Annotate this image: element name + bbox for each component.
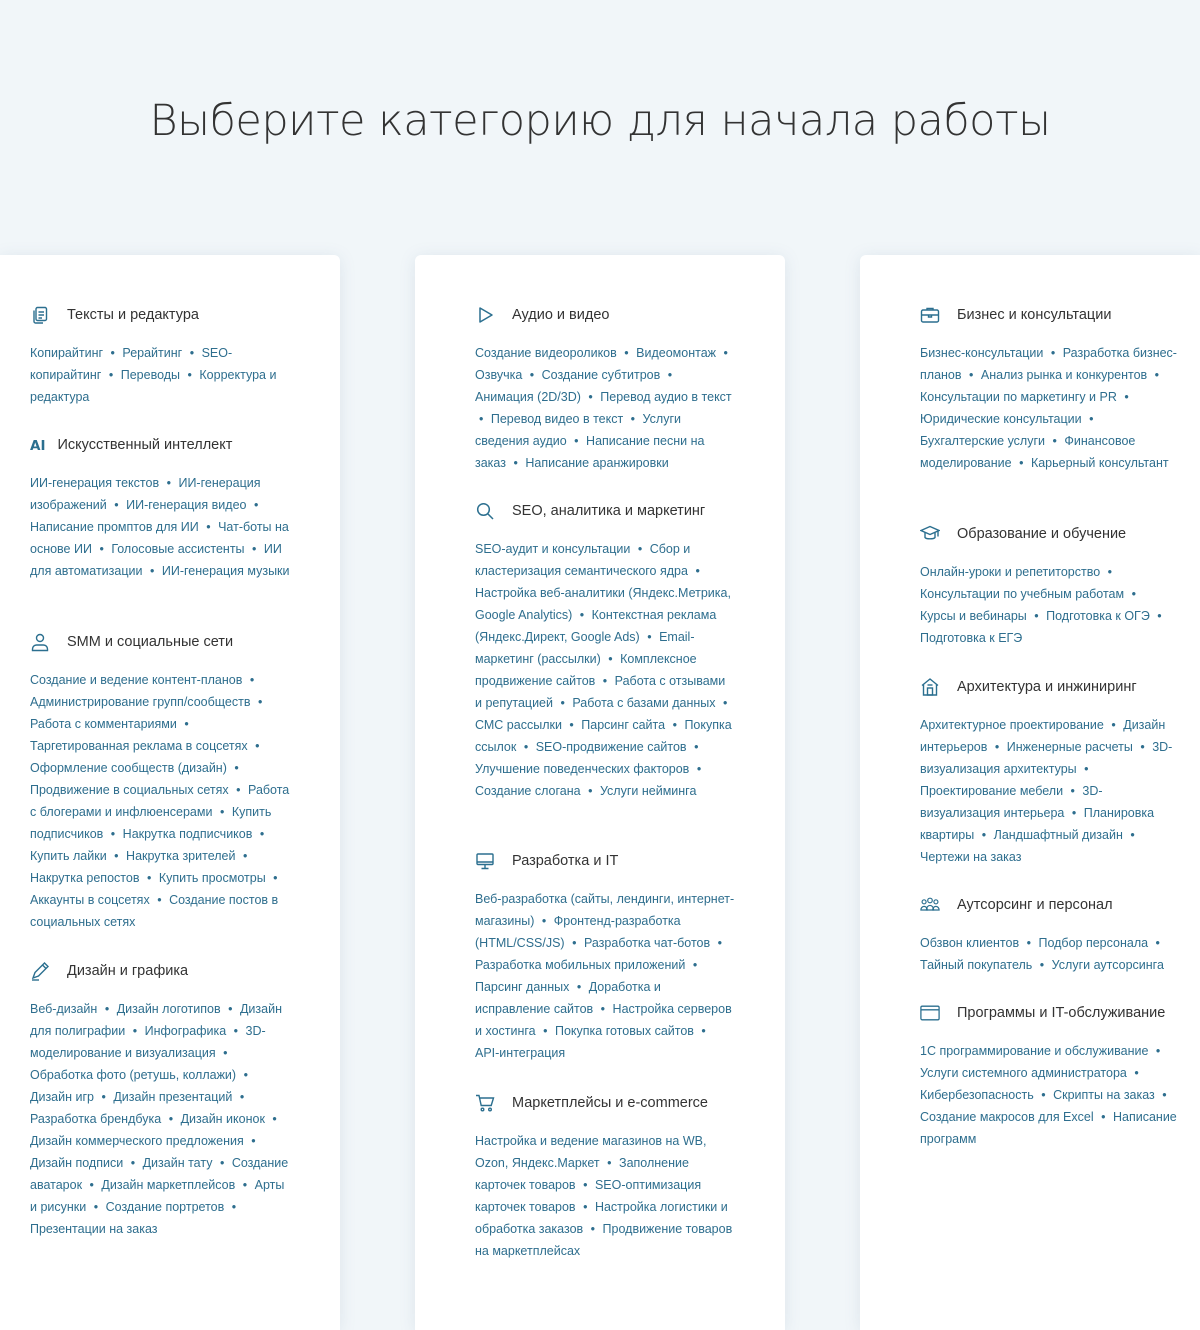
page-title: Выберите категорию для начала работы: [149, 96, 1051, 146]
service-link[interactable]: Контекстная реклама (Яндекс.Директ, Google Ads): [475, 608, 717, 644]
category-links: [475, 538, 735, 802]
link-separator: •: [1089, 412, 1094, 426]
category-header[interactable]: [475, 1093, 735, 1113]
service-link[interactable]: Разработка мобильных приложений: [475, 958, 686, 972]
link-separator: •: [560, 696, 565, 710]
service-link[interactable]: Настройка логистики и обработка заказов: [475, 1200, 728, 1236]
service-link[interactable]: Архитектурное проектирование: [920, 718, 1104, 732]
link-separator: •: [1130, 828, 1135, 842]
link-separator: •: [600, 1002, 606, 1016]
link-separator: •: [692, 958, 698, 972]
link-separator: •: [1107, 565, 1113, 579]
link-separator: •: [479, 412, 484, 426]
link-separator: •: [608, 652, 613, 666]
service-link[interactable]: Администрирование групп/сообществ: [30, 695, 251, 709]
link-separator: •: [114, 849, 119, 863]
service-link[interactable]: Дизайн тату: [142, 1156, 213, 1170]
link-separator: •: [1019, 456, 1024, 470]
link-separator: •: [583, 1178, 588, 1192]
service-link[interactable]: Бизнес-консультации: [920, 346, 1044, 360]
link-separator: •: [529, 368, 535, 382]
link-separator: •: [541, 914, 547, 928]
service-link[interactable]: Услуги сведения аудио: [475, 412, 681, 448]
category-outsourcing: [920, 895, 1178, 976]
link-separator: •: [1052, 434, 1057, 448]
service-link[interactable]: Написание промптов для ИИ: [30, 520, 199, 534]
category-links: [920, 342, 1178, 474]
link-separator: •: [1140, 740, 1145, 754]
link-separator: •: [572, 936, 577, 950]
service-link[interactable]: Email-маркетинг (рассылки): [475, 630, 695, 666]
category-column-3: [860, 255, 1200, 1330]
category-title[interactable]: Бизнес и консультации: [957, 306, 1112, 323]
service-link[interactable]: Дизайн маркетплейсов: [101, 1178, 236, 1192]
link-separator: •: [543, 1024, 548, 1038]
category-title[interactable]: Программы и IT-обслуживание: [957, 1004, 1166, 1021]
link-separator: •: [219, 1156, 225, 1170]
category-title[interactable]: Образование и обучение: [957, 525, 1127, 542]
service-link[interactable]: ИИ-генерация музыки: [161, 564, 290, 578]
category-header[interactable]: [475, 851, 735, 871]
category-development: [475, 851, 735, 1064]
link-separator: •: [108, 368, 114, 382]
link-separator: •: [583, 1200, 588, 1214]
service-link[interactable]: Улучшение поведенческих факторов: [475, 762, 690, 776]
service-link[interactable]: Покупка готовых сайтов: [554, 1024, 694, 1038]
service-link[interactable]: Создание аватарок: [30, 1156, 289, 1192]
service-link[interactable]: 3D-визуализация архитектуры: [920, 740, 1173, 776]
cart-icon: [475, 1093, 495, 1113]
service-link[interactable]: Работа с отзывами и репутацией: [475, 674, 726, 710]
link-separator: •: [146, 871, 152, 885]
link-separator: •: [637, 542, 643, 556]
user-icon: [30, 632, 50, 652]
link-separator: •: [1041, 1088, 1046, 1102]
service-link[interactable]: Бухгалтерские услуги: [920, 434, 1046, 448]
link-separator: •: [694, 740, 699, 754]
link-separator: •: [242, 849, 248, 863]
category-title[interactable]: SMM и социальные сети: [67, 633, 234, 650]
link-separator: •: [93, 1200, 99, 1214]
service-link[interactable]: Дизайн коммерческого предложения: [30, 1134, 244, 1148]
link-separator: •: [239, 1090, 245, 1104]
service-link[interactable]: Фронтенд-разработка (HTML/CSS/JS): [475, 914, 681, 950]
link-separator: •: [969, 368, 974, 382]
link-separator: •: [1034, 609, 1039, 623]
service-link[interactable]: Разработка бизнес-планов: [920, 346, 1177, 382]
service-link[interactable]: Таргетированная реклама в соцсетях: [30, 739, 248, 753]
service-link[interactable]: Создание постов в социальных сетях: [30, 893, 279, 929]
service-link[interactable]: Настройка серверов и хостинга: [475, 1002, 732, 1038]
link-separator: •: [231, 1200, 237, 1214]
service-link[interactable]: Веб-дизайн: [30, 1002, 98, 1016]
service-link[interactable]: Обработка фото (ретушь, коллажи): [30, 1068, 237, 1082]
category-links: [30, 342, 290, 408]
service-link[interactable]: Покупка ссылок: [475, 718, 732, 754]
service-link[interactable]: Скрипты на заказ: [1053, 1088, 1155, 1102]
service-link[interactable]: Парсинг данных: [475, 980, 570, 994]
document-copy-icon: [30, 305, 50, 325]
category-audio-video: [475, 305, 735, 474]
link-separator: •: [588, 784, 593, 798]
service-link[interactable]: Перевод видео в текст: [490, 412, 624, 426]
category-links: [920, 714, 1178, 868]
link-separator: •: [1071, 806, 1077, 820]
service-link[interactable]: Инженерные расчеты: [1006, 740, 1133, 754]
service-link[interactable]: ИИ для автоматизации: [30, 542, 282, 578]
service-link[interactable]: Консультации по учебным работам: [920, 587, 1125, 601]
service-link[interactable]: Дизайн иконок: [180, 1112, 265, 1126]
category-links: [30, 998, 292, 1240]
category-links: [920, 561, 1170, 649]
service-link[interactable]: Доработка и исправление сайтов: [475, 980, 661, 1016]
service-link[interactable]: ИИ-генерация видео: [126, 498, 247, 512]
category-smm: [30, 632, 290, 933]
briefcase-icon: [920, 305, 940, 325]
link-separator: •: [1084, 762, 1089, 776]
link-separator: •: [236, 783, 241, 797]
category-links: [920, 1040, 1178, 1150]
service-link[interactable]: Обзвон клиентов: [920, 936, 1020, 950]
service-link[interactable]: Разработка брендбука: [30, 1112, 162, 1126]
link-separator: •: [157, 893, 162, 907]
service-link[interactable]: ИИ-генерация текстов: [30, 476, 160, 490]
category-header[interactable]: [30, 436, 290, 455]
service-link[interactable]: Юридические консультации: [920, 412, 1082, 426]
link-separator: •: [89, 1178, 94, 1192]
link-separator: •: [273, 871, 278, 885]
service-link[interactable]: 1С программирование и обслуживание: [920, 1044, 1149, 1058]
service-link[interactable]: 3D-моделирование и визуализация: [30, 1024, 266, 1060]
category-header[interactable]: [920, 1003, 1178, 1023]
link-separator: •: [242, 1178, 248, 1192]
link-separator: •: [132, 1024, 138, 1038]
service-link[interactable]: Инфографика: [144, 1024, 227, 1038]
category-header[interactable]: [920, 305, 1178, 325]
link-separator: •: [149, 564, 155, 578]
category-links: [475, 1130, 735, 1262]
service-link[interactable]: Написание аранжировки: [525, 456, 669, 470]
monitor-icon: [475, 851, 495, 871]
service-link[interactable]: Услуги аутсорсинга: [1051, 958, 1164, 972]
service-link[interactable]: Оформление сообществ (дизайн): [30, 761, 227, 775]
link-separator: •: [1101, 1110, 1106, 1124]
service-link[interactable]: Арты и рисунки: [30, 1178, 285, 1214]
category-title[interactable]: Тексты и редактура: [67, 306, 199, 323]
service-link[interactable]: Купить просмотры: [158, 871, 266, 885]
service-link[interactable]: Аккаунты в соцсетях: [30, 893, 150, 907]
link-separator: •: [1026, 936, 1031, 950]
link-separator: •: [576, 980, 582, 994]
service-link[interactable]: Разработка чат-ботов: [583, 936, 711, 950]
link-separator: •: [187, 368, 192, 382]
service-link[interactable]: СМС рассылки: [475, 718, 562, 732]
service-link[interactable]: Анимация (2D/3D): [475, 390, 581, 404]
category-title[interactable]: Архитектура и инжиниринг: [957, 678, 1137, 695]
service-link[interactable]: SEO-аудит и консультации: [475, 542, 631, 556]
link-separator: •: [99, 542, 104, 556]
link-separator: •: [1154, 368, 1160, 382]
service-link[interactable]: Услуги системного администратора: [920, 1066, 1127, 1080]
link-separator: •: [252, 542, 257, 556]
service-link[interactable]: Анализ рынка и конкурентов: [980, 368, 1148, 382]
service-link[interactable]: Чертежи на заказ: [920, 850, 1022, 864]
category-links: [475, 888, 735, 1064]
link-separator: •: [994, 740, 1000, 754]
link-separator: •: [579, 608, 585, 622]
category-links: [475, 342, 735, 474]
link-separator: •: [259, 827, 265, 841]
service-link[interactable]: Дизайн для полиграфии: [30, 1002, 282, 1038]
link-separator: •: [243, 1068, 248, 1082]
service-link[interactable]: Создание слогана: [475, 784, 581, 798]
category-header[interactable]: [30, 961, 292, 981]
service-link[interactable]: 3D-визуализация интерьера: [920, 784, 1103, 820]
service-link[interactable]: Написание песни на заказ: [475, 434, 705, 470]
link-separator: •: [672, 718, 677, 732]
service-link[interactable]: Работа с блогерами и инфлюенсерами: [30, 783, 290, 819]
service-link[interactable]: Дизайн логотипов: [116, 1002, 221, 1016]
link-separator: •: [219, 805, 225, 819]
link-separator: •: [114, 498, 119, 512]
service-link[interactable]: Накрутка репостов: [30, 871, 140, 885]
link-separator: •: [647, 630, 652, 644]
category-header[interactable]: [30, 305, 290, 325]
link-separator: •: [607, 1156, 612, 1170]
category-title[interactable]: Аудио и видео: [512, 306, 610, 323]
service-link[interactable]: Создание субтитров: [541, 368, 661, 382]
service-link[interactable]: Голосовые ассистенты: [111, 542, 245, 556]
service-link[interactable]: Карьерный консультант: [1030, 456, 1169, 470]
link-separator: •: [1155, 1044, 1161, 1058]
category-links: [30, 472, 290, 582]
service-link[interactable]: Планировка квартиры: [920, 806, 1155, 842]
link-separator: •: [590, 1222, 596, 1236]
service-link[interactable]: Купить лайки: [30, 849, 107, 863]
service-link[interactable]: Создание и ведение контент-планов: [30, 673, 243, 687]
people-group-icon: [920, 895, 940, 915]
service-link[interactable]: Проектирование мебели: [920, 784, 1064, 798]
service-link[interactable]: Финансовое моделирование: [920, 434, 1136, 470]
service-link[interactable]: Корректура и редактура: [30, 368, 277, 404]
link-separator: •: [233, 1024, 239, 1038]
link-separator: •: [701, 1024, 706, 1038]
link-separator: •: [569, 718, 574, 732]
category-title[interactable]: Аутсорсинг и персонал: [957, 896, 1113, 913]
category-header[interactable]: [30, 632, 290, 652]
service-link[interactable]: Работа с комментариями: [30, 717, 177, 731]
category-column-1: [0, 255, 340, 1330]
service-link[interactable]: Тайный покупатель: [920, 958, 1033, 972]
service-link[interactable]: Накрутка зрителей: [126, 849, 236, 863]
category-header[interactable]: [475, 305, 735, 325]
graduation-cap-icon: [920, 524, 940, 544]
ai-icon: AI: [30, 437, 46, 454]
link-separator: •: [723, 696, 728, 710]
link-separator: •: [630, 412, 636, 426]
browser-window-icon: [920, 1003, 940, 1023]
link-separator: •: [184, 717, 189, 731]
service-link[interactable]: Создание макросов для Excel: [920, 1110, 1094, 1124]
category-business: [920, 305, 1178, 474]
category-design: [30, 961, 292, 1240]
service-link[interactable]: API-интеграция: [475, 1046, 566, 1060]
service-link[interactable]: Консультации по маркетингу и PR: [920, 390, 1117, 404]
link-separator: •: [130, 1156, 136, 1170]
pen-icon: [30, 961, 50, 981]
service-link[interactable]: Подготовка к ЕГЭ: [920, 631, 1023, 645]
link-separator: •: [523, 740, 529, 754]
service-link[interactable]: Создание портретов: [105, 1200, 225, 1214]
link-separator: •: [1157, 609, 1162, 623]
service-link[interactable]: Озвучка: [475, 368, 523, 382]
category-education: [920, 524, 1170, 649]
link-separator: •: [234, 761, 239, 775]
service-link[interactable]: Настройка и ведение магазинов на WB, Ozon, Яндекс.Маркет: [475, 1134, 707, 1170]
link-separator: •: [166, 476, 171, 490]
play-icon: [475, 305, 495, 325]
category-title[interactable]: Разработка и IT: [512, 852, 619, 869]
service-link[interactable]: Работа с базами данных: [572, 696, 716, 710]
link-separator: •: [110, 346, 115, 360]
category-architecture: [920, 677, 1178, 868]
link-separator: •: [1111, 718, 1116, 732]
link-separator: •: [624, 346, 629, 360]
category-title[interactable]: Дизайн и графика: [67, 962, 189, 979]
service-link[interactable]: Ландшафтный дизайн: [993, 828, 1123, 842]
category-header[interactable]: [475, 501, 735, 521]
service-link[interactable]: Кибербезопасность: [920, 1088, 1034, 1102]
service-link[interactable]: Купить подписчиков: [30, 805, 272, 841]
link-separator: •: [253, 498, 259, 512]
category-title[interactable]: Искусственный интеллект: [57, 437, 233, 453]
link-separator: •: [228, 1002, 233, 1016]
service-link[interactable]: ИИ-генерация изображений: [30, 476, 261, 512]
service-link[interactable]: Дизайн игр: [30, 1090, 94, 1104]
link-separator: •: [717, 936, 723, 950]
category-seo-marketing: [475, 501, 735, 802]
category-header[interactable]: [920, 677, 1178, 697]
category-links: [30, 669, 290, 933]
service-link[interactable]: Подбор персонала: [1038, 936, 1149, 950]
link-separator: •: [696, 762, 702, 776]
link-separator: •: [189, 346, 195, 360]
service-link[interactable]: Веб-разработка (сайты, лендинги, интернет-магазины): [475, 892, 735, 928]
link-separator: •: [1124, 390, 1129, 404]
category-ai: [30, 436, 290, 582]
link-separator: •: [513, 456, 518, 470]
link-separator: •: [1155, 936, 1160, 950]
category-links: [920, 932, 1178, 976]
service-link[interactable]: Онлайн-уроки и репетиторство: [920, 565, 1101, 579]
link-separator: •: [255, 739, 260, 753]
category-software-it: [920, 1003, 1178, 1150]
link-separator: •: [981, 828, 987, 842]
link-separator: •: [1162, 1088, 1167, 1102]
link-separator: •: [223, 1046, 228, 1060]
link-separator: •: [588, 390, 593, 404]
link-separator: •: [723, 346, 728, 360]
service-link[interactable]: Продвижение в социальных сетях: [30, 783, 229, 797]
service-link[interactable]: Видеомонтаж: [636, 346, 717, 360]
link-separator: •: [574, 434, 579, 448]
service-link[interactable]: SEO-копирайтинг: [30, 346, 233, 382]
service-link[interactable]: Курсы и вебинары: [920, 609, 1027, 623]
link-separator: •: [110, 827, 116, 841]
service-link[interactable]: Накрутка подписчиков: [122, 827, 253, 841]
category-title[interactable]: Маркетплейсы и e-commerce: [512, 1094, 708, 1111]
service-link[interactable]: Дизайн презентаций: [113, 1090, 233, 1104]
link-separator: •: [257, 695, 263, 709]
service-link[interactable]: Перевод аудио в текст: [600, 390, 732, 404]
service-link[interactable]: SEO-продвижение сайтов: [535, 740, 687, 754]
link-separator: •: [1070, 784, 1075, 798]
link-separator: •: [249, 673, 255, 687]
service-link[interactable]: SEO-оптимизация карточек товаров: [475, 1178, 702, 1214]
service-link[interactable]: Рерайтинг: [122, 346, 183, 360]
link-separator: •: [1039, 958, 1045, 972]
service-link[interactable]: Чат-боты на основе ИИ: [30, 520, 289, 556]
service-link[interactable]: Дизайн подписи: [30, 1156, 124, 1170]
service-link[interactable]: Настройка веб-аналитики (Яндекс.Метрика, Google Analytics): [475, 586, 731, 622]
link-separator: •: [695, 564, 700, 578]
service-link[interactable]: Парсинг сайта: [581, 718, 666, 732]
search-icon: [475, 501, 495, 521]
link-separator: •: [206, 520, 211, 534]
service-link[interactable]: Подготовка к ОГЭ: [1046, 609, 1150, 623]
service-link[interactable]: Презентации на заказ: [30, 1222, 158, 1236]
link-separator: •: [101, 1090, 106, 1104]
link-separator: •: [667, 368, 673, 382]
service-link[interactable]: Написание программ: [920, 1110, 1177, 1146]
service-link[interactable]: Комплексное продвижение сайтов: [475, 652, 697, 688]
category-title[interactable]: SEO, аналитика и маркетинг: [512, 502, 706, 519]
category-header[interactable]: [920, 895, 1178, 915]
link-separator: •: [602, 674, 608, 688]
service-link[interactable]: Продвижение товаров на маркетплейсах: [475, 1222, 733, 1258]
service-link[interactable]: Копирайтинг: [30, 346, 104, 360]
service-link[interactable]: Создание видеороликов: [475, 346, 617, 360]
service-link[interactable]: Дизайн интерьеров: [920, 718, 1166, 754]
link-separator: •: [1134, 1066, 1139, 1080]
service-link[interactable]: Заполнение карточек товаров: [475, 1156, 689, 1192]
service-link[interactable]: Переводы: [120, 368, 181, 382]
category-marketplaces: [475, 1093, 735, 1262]
link-separator: •: [1050, 346, 1056, 360]
category-header[interactable]: [920, 524, 1170, 544]
service-link[interactable]: Услуги нейминга: [599, 784, 697, 798]
link-separator: •: [104, 1002, 110, 1016]
service-link[interactable]: Сбор и кластеризация семантического ядра: [475, 542, 691, 578]
link-separator: •: [1131, 587, 1136, 601]
category-column-2: [415, 255, 785, 1330]
house-icon: [920, 677, 940, 697]
link-separator: •: [272, 1112, 277, 1126]
link-separator: •: [168, 1112, 174, 1126]
category-texts: [30, 305, 290, 408]
link-separator: •: [251, 1134, 256, 1148]
